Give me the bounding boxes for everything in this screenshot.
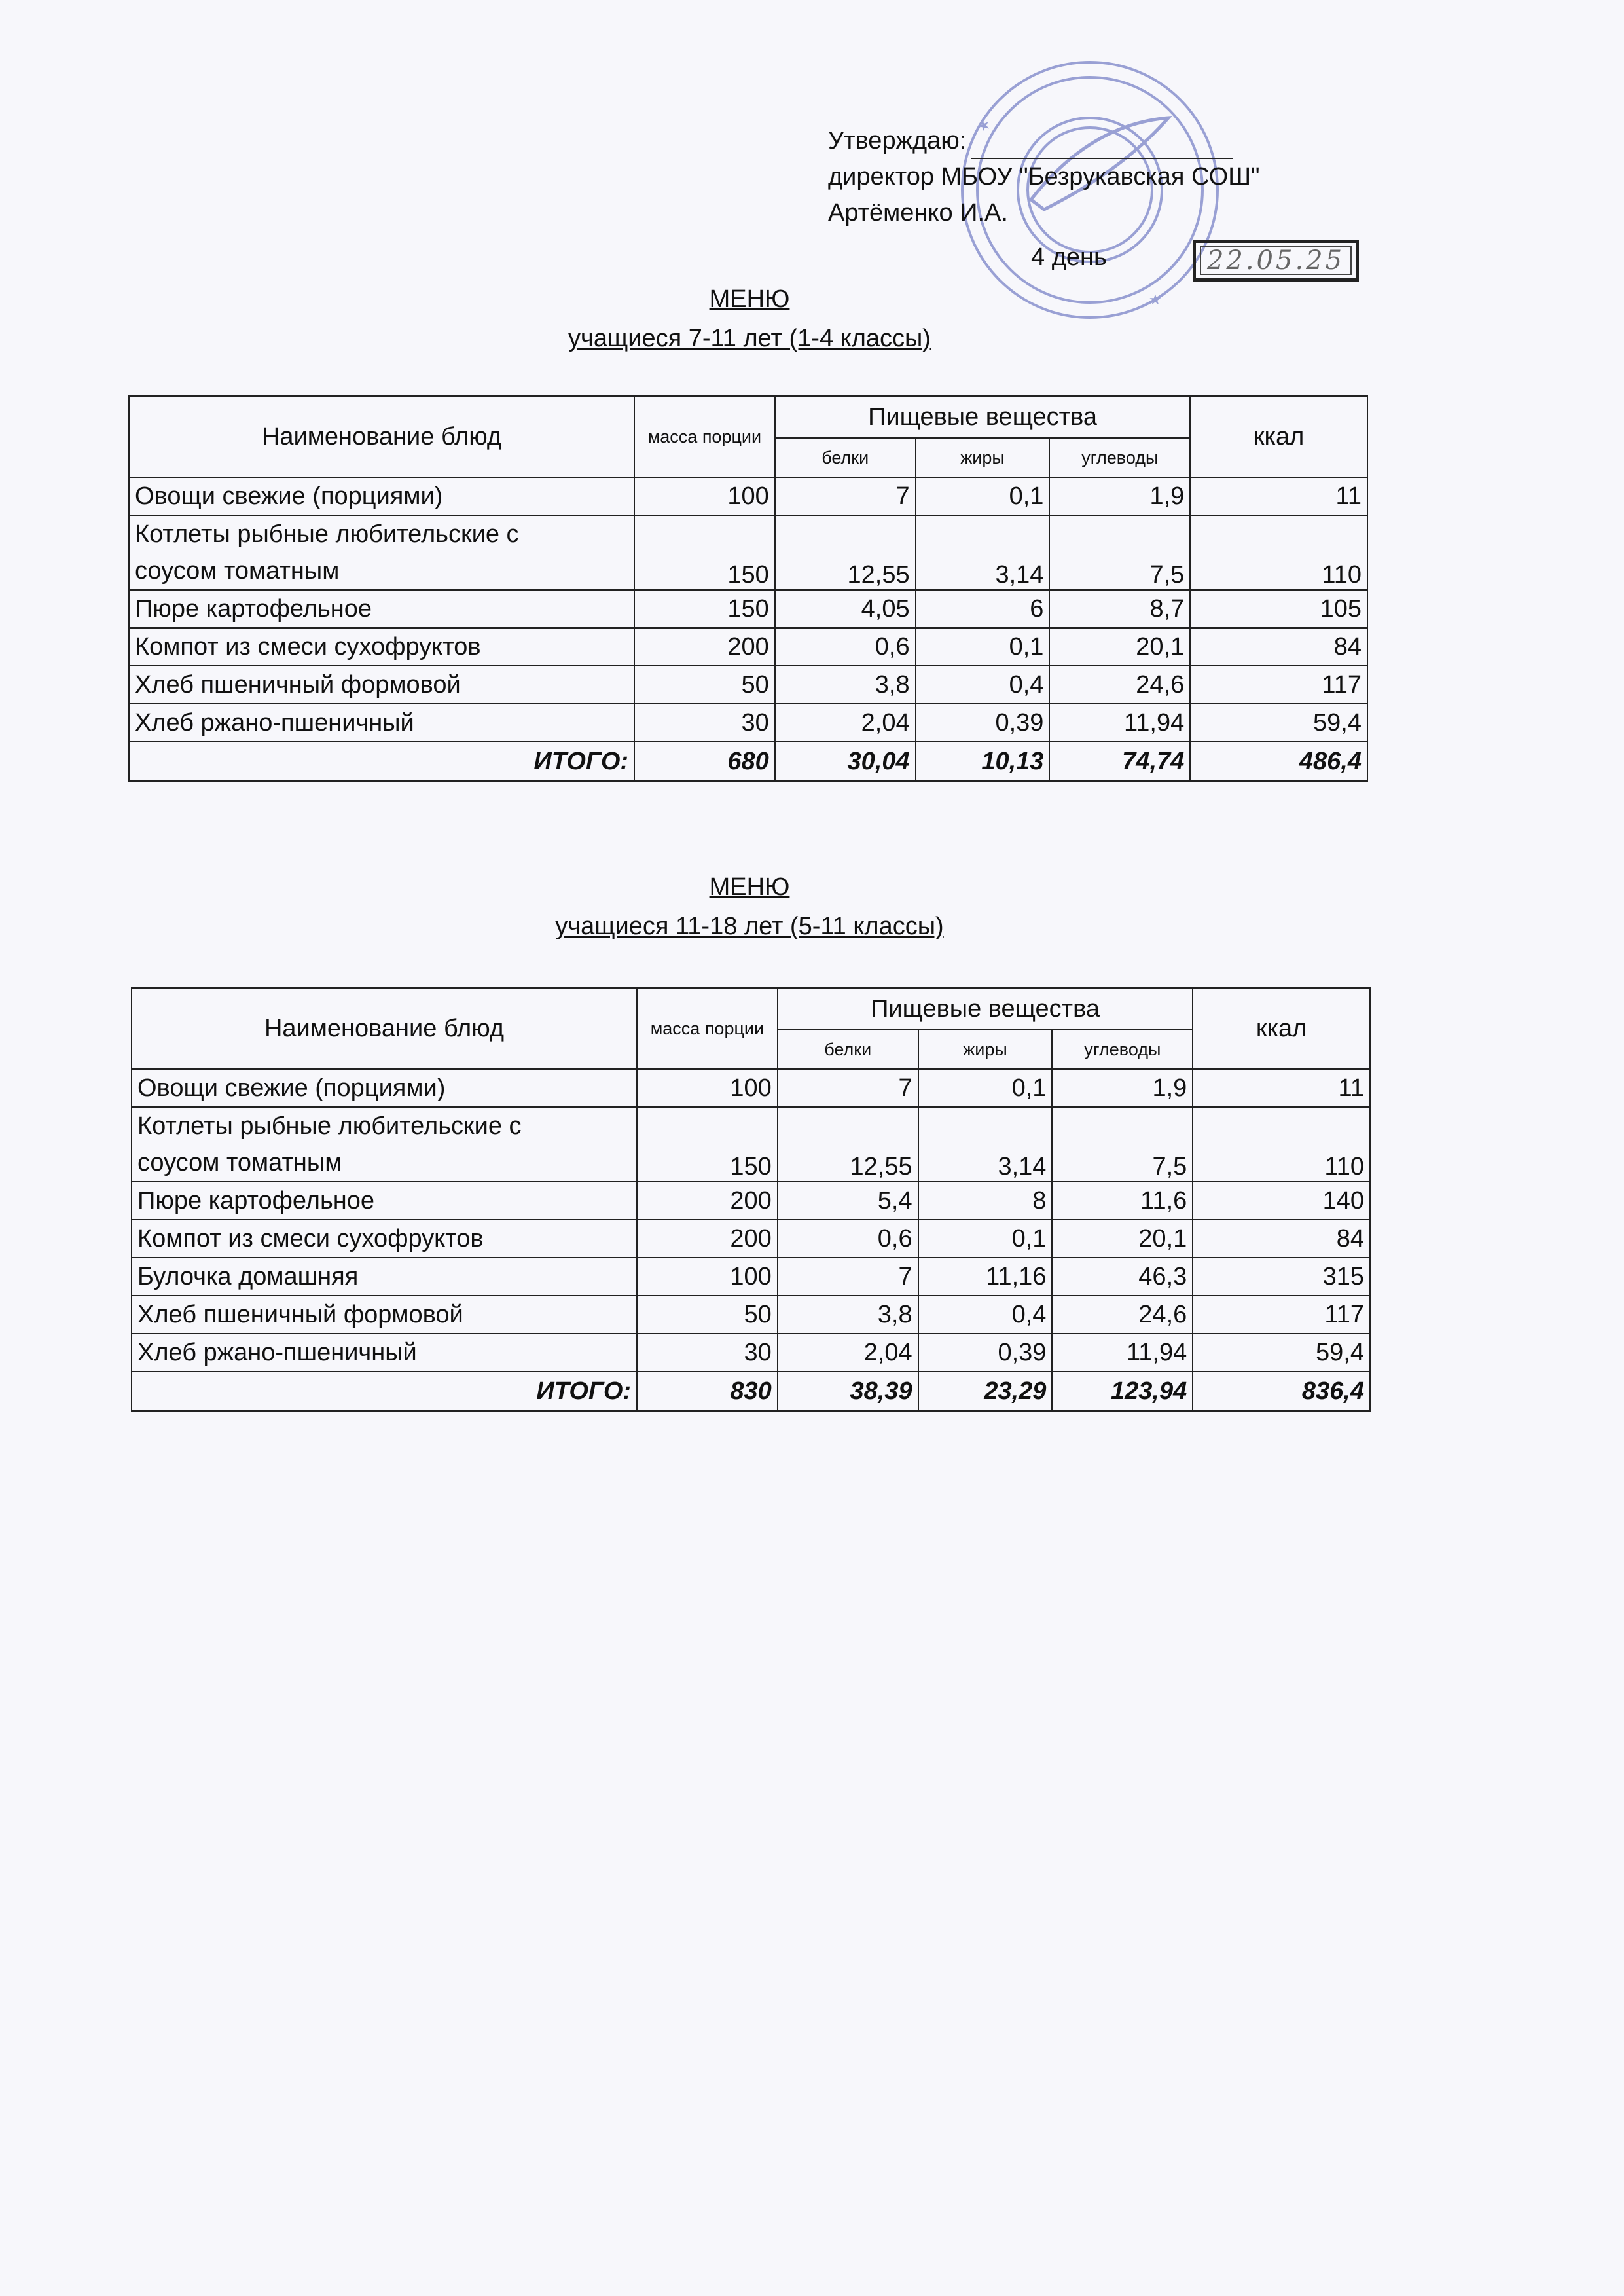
header-kcal: ккал [1193, 988, 1370, 1069]
header-nutrients: Пищевые вещества [778, 988, 1193, 1030]
menu2-subtitle: учащиеся 11-18 лет (5-11 классы) [555, 913, 944, 940]
header-mass: масса порции [637, 988, 778, 1069]
svg-text:★: ★ [975, 116, 994, 137]
svg-text:★: ★ [1149, 292, 1162, 308]
menu1-title: МЕНЮ [709, 285, 790, 313]
header-carbs: углеводы [1049, 438, 1190, 477]
approve-label: Утверждаю: [828, 127, 967, 155]
menu2-table [131, 987, 1371, 1412]
table-row: Пюре картофельное 150 4,05 6 8,7 105 [129, 590, 1367, 628]
director-position: директор МБОУ "Безрукавская СОШ" [828, 163, 1260, 191]
table-row: Булочка домашняя 100 7 11,16 46,3 315 [132, 1258, 1370, 1296]
menu1-subtitle: учащиеся 7-11 лет (1-4 классы) [568, 325, 931, 352]
menu1-table [128, 395, 1368, 782]
header-protein: белки [775, 438, 916, 477]
approval-block [828, 123, 1260, 231]
header-mass: масса порции [634, 396, 775, 477]
table-row: Компот из смеси сухофруктов 200 0,6 0,1 20,1 84 [129, 628, 1367, 666]
table-row: Котлеты рыбные любительские с соусом томатным 150 12,55 3,14 7,5 110 [132, 1107, 1370, 1182]
header-carbs: углеводы [1052, 1030, 1193, 1069]
menu2-title: МЕНЮ [709, 873, 790, 901]
table-row: Овощи свежие (порциями) 100 7 0,1 1,9 11 [129, 477, 1367, 515]
total-row: ИТОГО: 830 38,39 23,29 123,94 836,4 [132, 1372, 1370, 1411]
table-row: Пюре картофельное 200 5,4 8 11,6 140 [132, 1182, 1370, 1220]
table-row: Котлеты рыбные любительские с соусом томатным 150 12,55 3,14 7,5 110 [129, 515, 1367, 590]
table-row: Овощи свежие (порциями) 100 7 0,1 1,9 11 [132, 1069, 1370, 1107]
header-fat: жиры [918, 1030, 1053, 1069]
signature-line [971, 132, 1233, 159]
total-row: ИТОГО: 680 30,04 10,13 74,74 486,4 [129, 742, 1367, 781]
director-name: Артёменко И.А. [828, 199, 1008, 227]
header-name: Наименование блюд [129, 396, 634, 477]
table-row: Хлеб пшеничный формовой 50 3,8 0,4 24,6 117 [129, 666, 1367, 704]
header-protein: белки [778, 1030, 918, 1069]
header-nutrients: Пищевые вещества [775, 396, 1190, 438]
header-name: Наименование блюд [132, 988, 637, 1069]
day-label: 4 день [1031, 244, 1107, 271]
header-kcal: ккал [1190, 396, 1367, 477]
table-row: Хлеб ржано-пшеничный 30 2,04 0,39 11,94 59,4 [129, 704, 1367, 742]
table-row: Хлеб пшеничный формовой 50 3,8 0,4 24,6 117 [132, 1296, 1370, 1334]
table-row: Компот из смеси сухофруктов 200 0,6 0,1 20,1 84 [132, 1220, 1370, 1258]
header-fat: жиры [916, 438, 1050, 477]
date-box [1193, 240, 1359, 282]
table-row: Хлеб ржано-пшеничный 30 2,04 0,39 11,94 59,4 [132, 1334, 1370, 1372]
handwritten-date: 22.05.25 [1200, 246, 1352, 275]
